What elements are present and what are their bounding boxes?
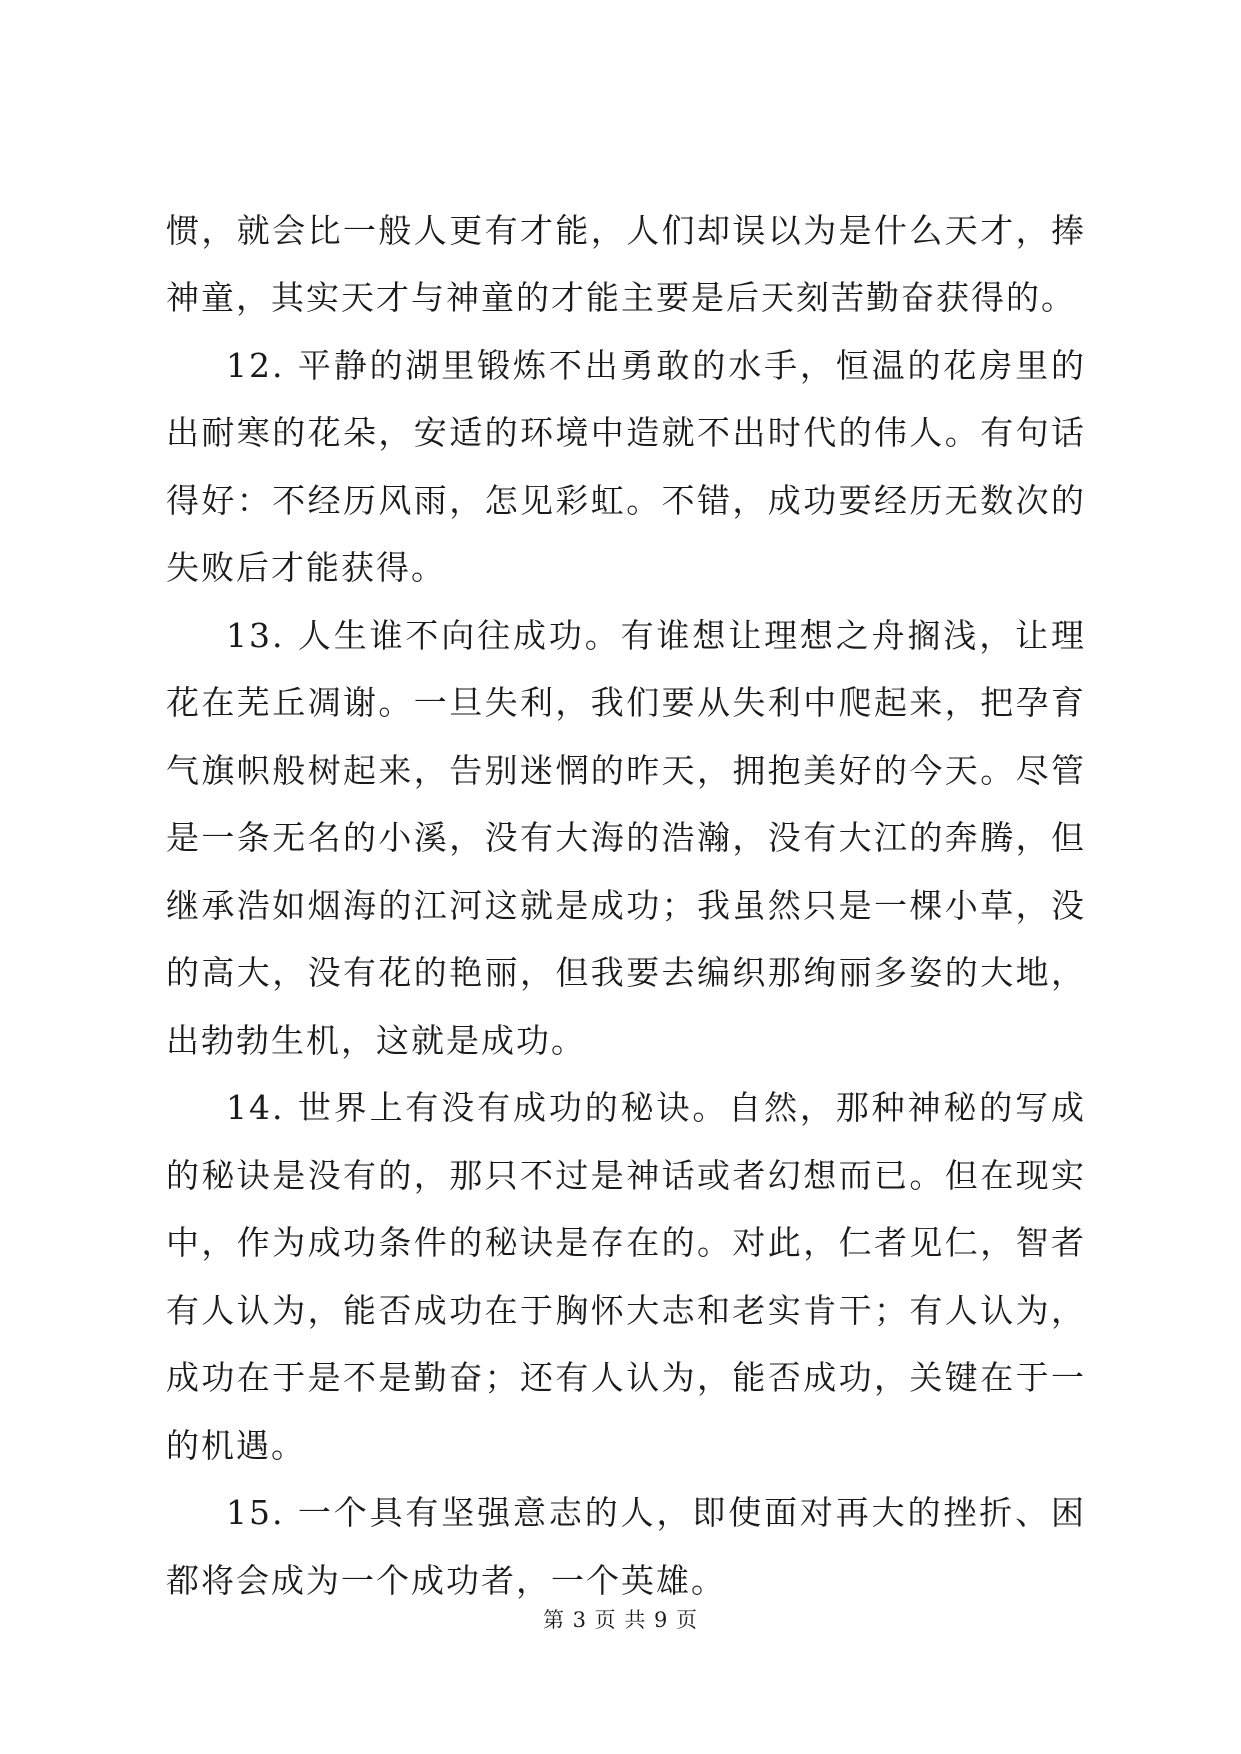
text-line: 成功在于是不是勤奋；还有人认为，能否成功，关键在于一 (166, 1358, 1086, 1397)
paragraph-13-start: 13. 人生谁不向往成功。有谁想让理想之舟搁浅，让理 (226, 616, 1086, 655)
page-footer: 第 3 页 共 9 页 (542, 1608, 699, 1632)
text-line: 有人认为，能否成功在于胸怀大志和老实肯干；有人认为， (166, 1291, 1086, 1330)
text-line: 的高大，没有花的艳丽，但我要去编织那绚丽多姿的大地， (166, 953, 1086, 992)
text-line: 继承浩如烟海的江河这就是成功；我虽然只是一棵小草，没 (166, 886, 1086, 925)
text-line: 得好：不经历风雨，怎见彩虹。不错，成功要经历无数次的 (166, 481, 1086, 520)
text-line: 中，作为成功条件的秘诀是存在的。对此，仁者见仁，智者 (166, 1223, 1086, 1262)
paragraph-12-start: 12. 平静的湖里锻炼不出勇敢的水手，恒温的花房里的 (226, 346, 1086, 385)
text-line: 花在芜丘凋谢。一旦失利，我们要从失利中爬起来，把孕育 (166, 683, 1086, 722)
text-line: 惯，就会比一般人更有才能，人们却误以为是什么天才，捧 (166, 211, 1086, 250)
text-line: 是一条无名的小溪，没有大海的浩瀚，没有大江的奔腾，但 (166, 818, 1086, 857)
text-line: 出勃勃生机，这就是成功。 (166, 1021, 586, 1060)
paragraph-15-start: 15. 一个具有坚强意志的人，即使面对再大的挫折、困 (226, 1493, 1086, 1532)
text-line: 神童，其实天才与神童的才能主要是后天刻苦勤奋获得的。 (166, 278, 1076, 317)
text-line: 气旗帜般树起来，告别迷惘的昨天，拥抱美好的今天。尽管 (166, 751, 1086, 790)
text-line: 失败后才能获得。 (166, 548, 446, 587)
paragraph-14-start: 14. 世界上有没有成功的秘诀。自然，那种神秘的写成 (226, 1088, 1086, 1127)
text-line: 都将会成为一个成功者，一个英雄。 (166, 1561, 726, 1600)
text-line: 的秘诀是没有的，那只不过是神话或者幻想而已。但在现实 (166, 1156, 1086, 1195)
text-line: 出耐寒的花朵，安适的环境中造就不出时代的伟人。有句话 (166, 413, 1086, 452)
text-line: 的机遇。 (166, 1426, 306, 1465)
